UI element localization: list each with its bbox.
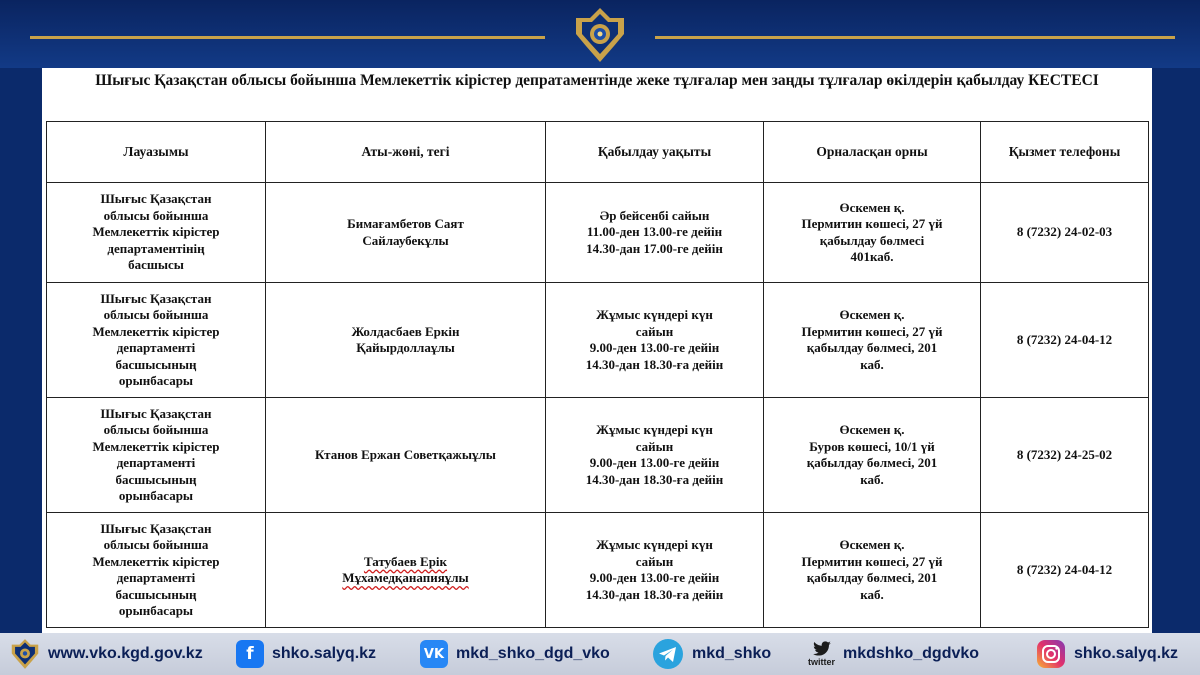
footer-instagram[interactable] [1036,633,1178,675]
instagram-icon [1036,639,1066,669]
name-cell: Ктанов Ержан Советқажыұлы [266,398,546,513]
location-cell: Өскемен қ. Пермитин көшесі, 27 үй қабылдау бөлмесі, 201 каб. [764,283,981,398]
schedule-sheet [42,68,1152,633]
vk-link[interactable]: mkd_shko_dgd_vko [456,645,610,662]
column-header: Орналасқан орны [764,122,981,183]
position-cell: Шығыс Қазақстан облысы бойынша Мемлекеттік кірістер департаменті басшысының орынбасары [47,398,266,513]
footer-bar [0,633,1200,675]
name-cell: Бимағамбетов Саят Сайлаубекұлы [266,183,546,283]
facebook-link[interactable]: shko.salyq.kz [272,645,377,662]
gold-divider-left [30,36,545,39]
table-header-row [47,122,1149,183]
column-header: Лауазымы [47,122,266,183]
twitter-bird-icon [812,641,832,657]
table-row [47,398,1149,513]
position-cell: Шығыс Қазақстан облысы бойынша Мемлекеттік кірістер департаментінің басшысы [47,183,266,283]
phone-cell: 8 (7232) 24-04-12 [981,513,1149,628]
column-header: Аты-жөні, тегі [266,122,546,183]
footer-vk[interactable] [420,633,610,675]
time-cell: Жұмыс күндері күн сайын 9.00-ден 13.00-ге дейін 14.30-дан 18.30-ға дейін [546,513,764,628]
website-link[interactable]: www.vko.kgd.gov.kz [48,645,203,662]
time-cell: Жұмыс күндері күн сайын 9.00-ден 13.00-ге дейін 14.30-дан 18.30-ға дейін [546,283,764,398]
location-cell: Өскемен қ. Пермитин көшесі, 27 үй қабылдау бөлмесі, 201 каб. [764,513,981,628]
twitter-label: twitter [808,657,835,667]
name-cell: Жолдасбаев Еркін Қайырдоллаұлы [266,283,546,398]
schedule-table [46,121,1149,628]
footer-facebook[interactable] [236,633,376,675]
column-header: Қызмет телефоны [981,122,1149,183]
footer-twitter[interactable] [808,633,979,675]
vk-icon: VK [420,640,448,668]
page-title: Шығыс Қазақстан облысы бойынша Мемлекеттік кірістер депратаментінде жеке тұлғалар мен заңды тұлғалар өкілдерін қабылдау КЕСТЕСІ [95,72,1099,89]
telegram-link[interactable]: mkd_shko [692,645,772,662]
twitter-link[interactable]: mkdshko_dgdvko [843,645,980,662]
footer-website[interactable] [10,633,203,675]
phone-cell: 8 (7232) 24-25-02 [981,398,1149,513]
gold-divider-right [655,36,1175,39]
position-cell: Шығыс Қазақстан облысы бойынша Мемлекеттік кірістер департаменті басшысының орынбасары [47,513,266,628]
name-cell: Татубаев Ерік Мұхамедқанапияұлы [266,513,546,628]
phone-cell: 8 (7232) 24-04-12 [981,283,1149,398]
telegram-icon [652,638,684,670]
instagram-link[interactable]: shko.salyq.kz [1074,645,1179,662]
time-cell: Әр бейсенбі сайын 11.00-ден 13.00-ге дейін 14.30-дан 17.00-ге дейін [546,183,764,283]
kgd-emblem-icon [574,6,626,64]
footer-telegram[interactable] [652,633,771,675]
position-cell: Шығыс Қазақстан облысы бойынша Мемлекеттік кірістер департаменті басшысының орынбасары [47,283,266,398]
kgd-emblem-small-icon [10,638,40,670]
column-header: Қабылдау уақыты [546,122,764,183]
twitter-icon [808,641,835,667]
time-cell: Жұмыс күндері күн сайын 9.00-ден 13.00-ге дейін 14.30-дан 18.30-ға дейін [546,398,764,513]
location-cell: Өскемен қ. Буров көшесі, 10/1 үй қабылдау бөлмесі, 201 каб. [764,398,981,513]
table-row [47,513,1149,628]
location-cell: Өскемен қ. Пермитин көшесі, 27 үй қабылдау бөлмесі 401каб. [764,183,981,283]
phone-cell: 8 (7232) 24-02-03 [981,183,1149,283]
facebook-icon: f [236,640,264,668]
table-row [47,283,1149,398]
table-row [47,183,1149,283]
